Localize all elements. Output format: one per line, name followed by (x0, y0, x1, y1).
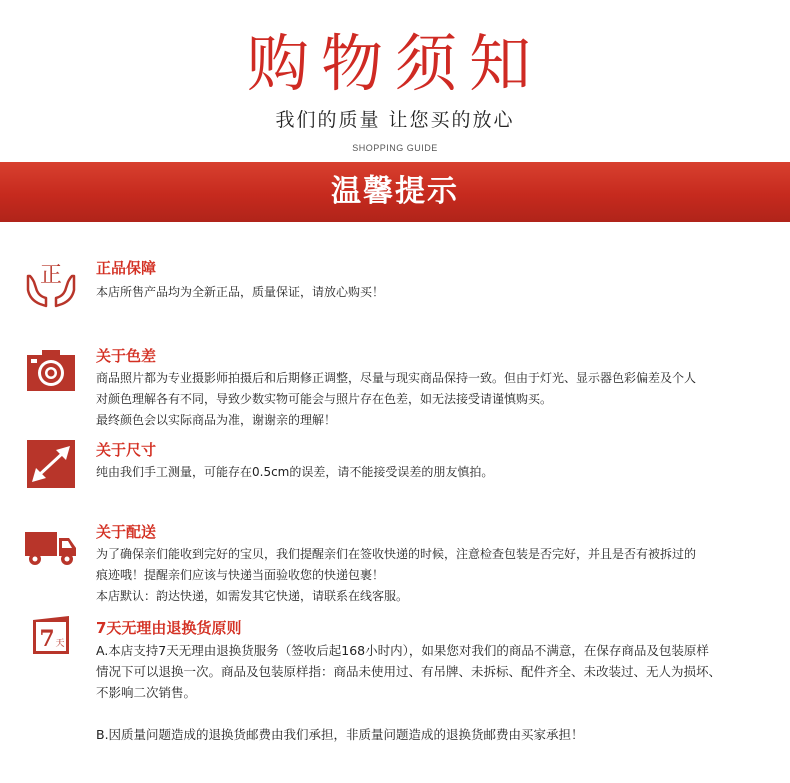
day-glyph: 天 (55, 639, 65, 649)
tips-banner (0, 162, 790, 222)
genuine-glyph: 正 (39, 263, 63, 288)
section-body-color (96, 368, 696, 431)
section-line: 痕迹哦！提醒亲们应该与快递当面验收您的快递包裹！ (96, 568, 385, 582)
section-line: B.因质量问题造成的退换货邮费由我们承担，非质量问题造成的退换货邮费由买家承担！ (96, 727, 584, 742)
camera-icon (24, 345, 78, 397)
section-body-size (96, 462, 493, 483)
section-line: 纯由我们手工测量，可能存在0.5cm的误差，请不能接受误差的朋友慎拍。 (96, 465, 494, 479)
section-line: 商品照片都为专业摄影师拍摄后和后期修正调整，尽量与现实商品保持一致。但由于灯光、显示器色彩偏差及个人 (96, 371, 697, 385)
section-title-color: 关于色差 (96, 347, 157, 365)
section-title-returns: 7天无理由退换货原则 (96, 619, 242, 637)
section-body-delivery (96, 544, 696, 607)
section-body-genuine (96, 282, 384, 303)
delivery-truck-icon (24, 520, 78, 572)
section-line: 情况下可以退换一次。商品及包装原样指：商品未使用过、有吊牌、未拆标、配件齐全、未改装过、无人为损坏、 (96, 664, 722, 679)
page-title: 购物须知 (246, 27, 543, 100)
page-subtitle-english: SHOPPING GUIDE (352, 143, 438, 153)
tips-banner-label: 温馨提示 (331, 174, 459, 209)
section-line: 不影响二次销售。 (96, 685, 197, 700)
section-body-returns (96, 640, 721, 745)
resize-arrow-icon (24, 438, 78, 490)
section-line: 对颜色理解各有不同，导致少数实物可能会与照片存在色差，如无法接受请谨慎购买。 (96, 392, 553, 406)
section-line: 本店所售产品均为全新正品，质量保证，请放心购买！ (96, 285, 385, 299)
section-title-genuine: 正品保障 (96, 259, 157, 277)
section-line: 为了确保亲们能收到完好的宝贝，我们提醒亲们在签收快递的时候，注意检查包装是否完好，并且是否有被拆过的 (96, 547, 697, 561)
seven-glyph: 7 (39, 626, 55, 652)
section-line: 本店默认：韵达快递，如需发其它快递，请联系在线客服。 (96, 589, 409, 603)
section-line: 最终颜色会以实际商品为准，谢谢亲的理解！ (96, 413, 337, 427)
section-title-size: 关于尺寸 (96, 441, 157, 459)
section-title-delivery: 关于配送 (96, 523, 157, 541)
hands-genuine-icon (24, 258, 78, 310)
section-line-spacer (96, 703, 721, 724)
section-line: A.本店支持7天无理由退换货服务（签收后起168小时内），如果您对我们的商品不满意，在保存商品及包装原样 (96, 643, 709, 658)
seven-day-calendar-icon (30, 612, 72, 658)
page-subtitle: 我们的质量 让您买的放心 (275, 109, 515, 131)
